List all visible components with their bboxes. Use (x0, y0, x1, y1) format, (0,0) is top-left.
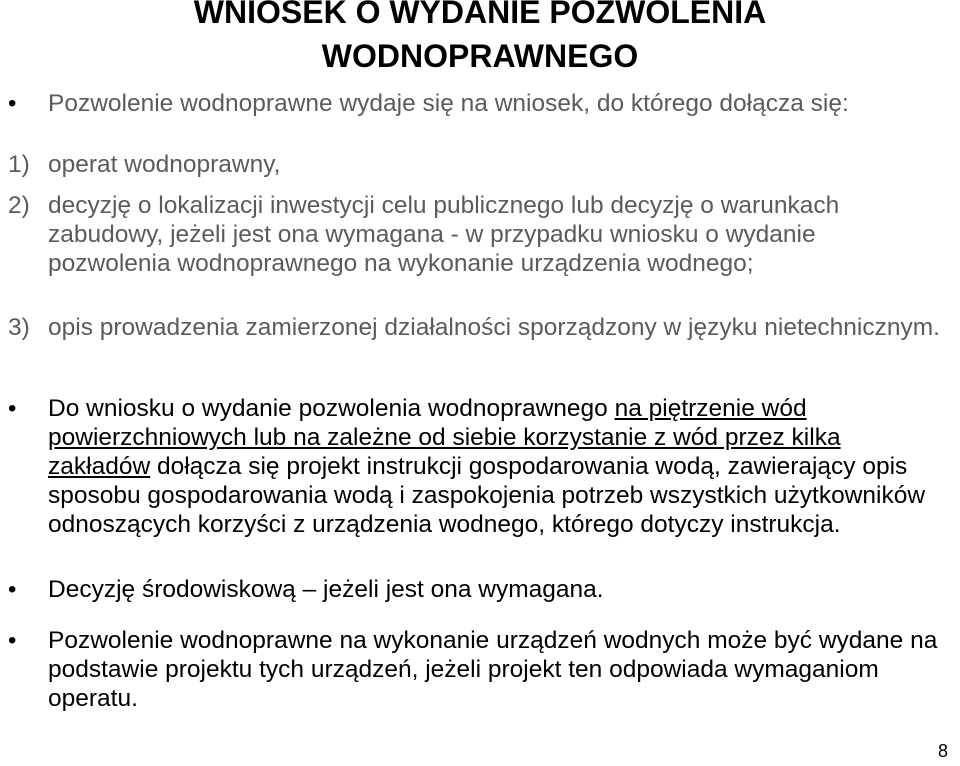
bullet-icon: • (8, 395, 17, 422)
page-title-line-1: WNIOSEK O WYDANIE POZWOLENIA (193, 0, 767, 30)
list-item-number: 3) (8, 314, 30, 341)
bullet-icon: • (8, 627, 17, 654)
list-item-number: 2) (8, 192, 30, 219)
bullet-icon: • (8, 90, 17, 117)
instruction-text-part1: Do wniosku o wydanie pozwolenia wodnoprawnego (48, 395, 615, 422)
page-number: 8 (937, 741, 948, 761)
list-item-text: opis prowadzenia zamierzonej działalności sporządzony w języku nietechnicznym. (48, 314, 940, 341)
instruction-underlined-text: na piętrzenie wód powierzchniowych lub na zależne od siebie korzystanie z wód przez kilka zakładów (48, 395, 841, 480)
permit-project-text: Pozwolenie wodnoprawne na wykonanie urządzeń wodnych może być wydane na podstawie projektu tych urządzeń, jeżeli projekt ten odpowiada wymaganiom operatu. (48, 627, 938, 712)
environmental-decision-text: Decyzję środowiskową – jeżeli jest ona wymagana. (48, 576, 604, 603)
list-item-text: decyzję o lokalizacji inwestycji celu publicznego lub decyzję o warunkach zabudowy, jeżeli jest ona wymagana - w przypadku wniosku o wydanie pozwolenia wodnoprawnego na wykonanie urządzenia wodnego; (48, 192, 840, 277)
instruction-text (48, 394, 948, 539)
page-title-line-2: WODNOPRAWNEGO (321, 38, 639, 74)
instruction-text-part2: dołącza się projekt instrukcji gospodarowania wodą, zawierający opis sposobu gospodarowania wodą i zaspokojenia potrzeb wszystkich użytkowników odnoszących korzyści z urządzenia wodnego, którego dotyczy instrukcja. (48, 453, 926, 538)
list-item-number: 1) (8, 151, 30, 178)
intro-text: Pozwolenie wodnoprawne wydaje się na wniosek, do którego dołącza się: (48, 90, 849, 117)
bullet-icon: • (8, 576, 17, 603)
list-item-text: operat wodnoprawny, (48, 151, 281, 178)
